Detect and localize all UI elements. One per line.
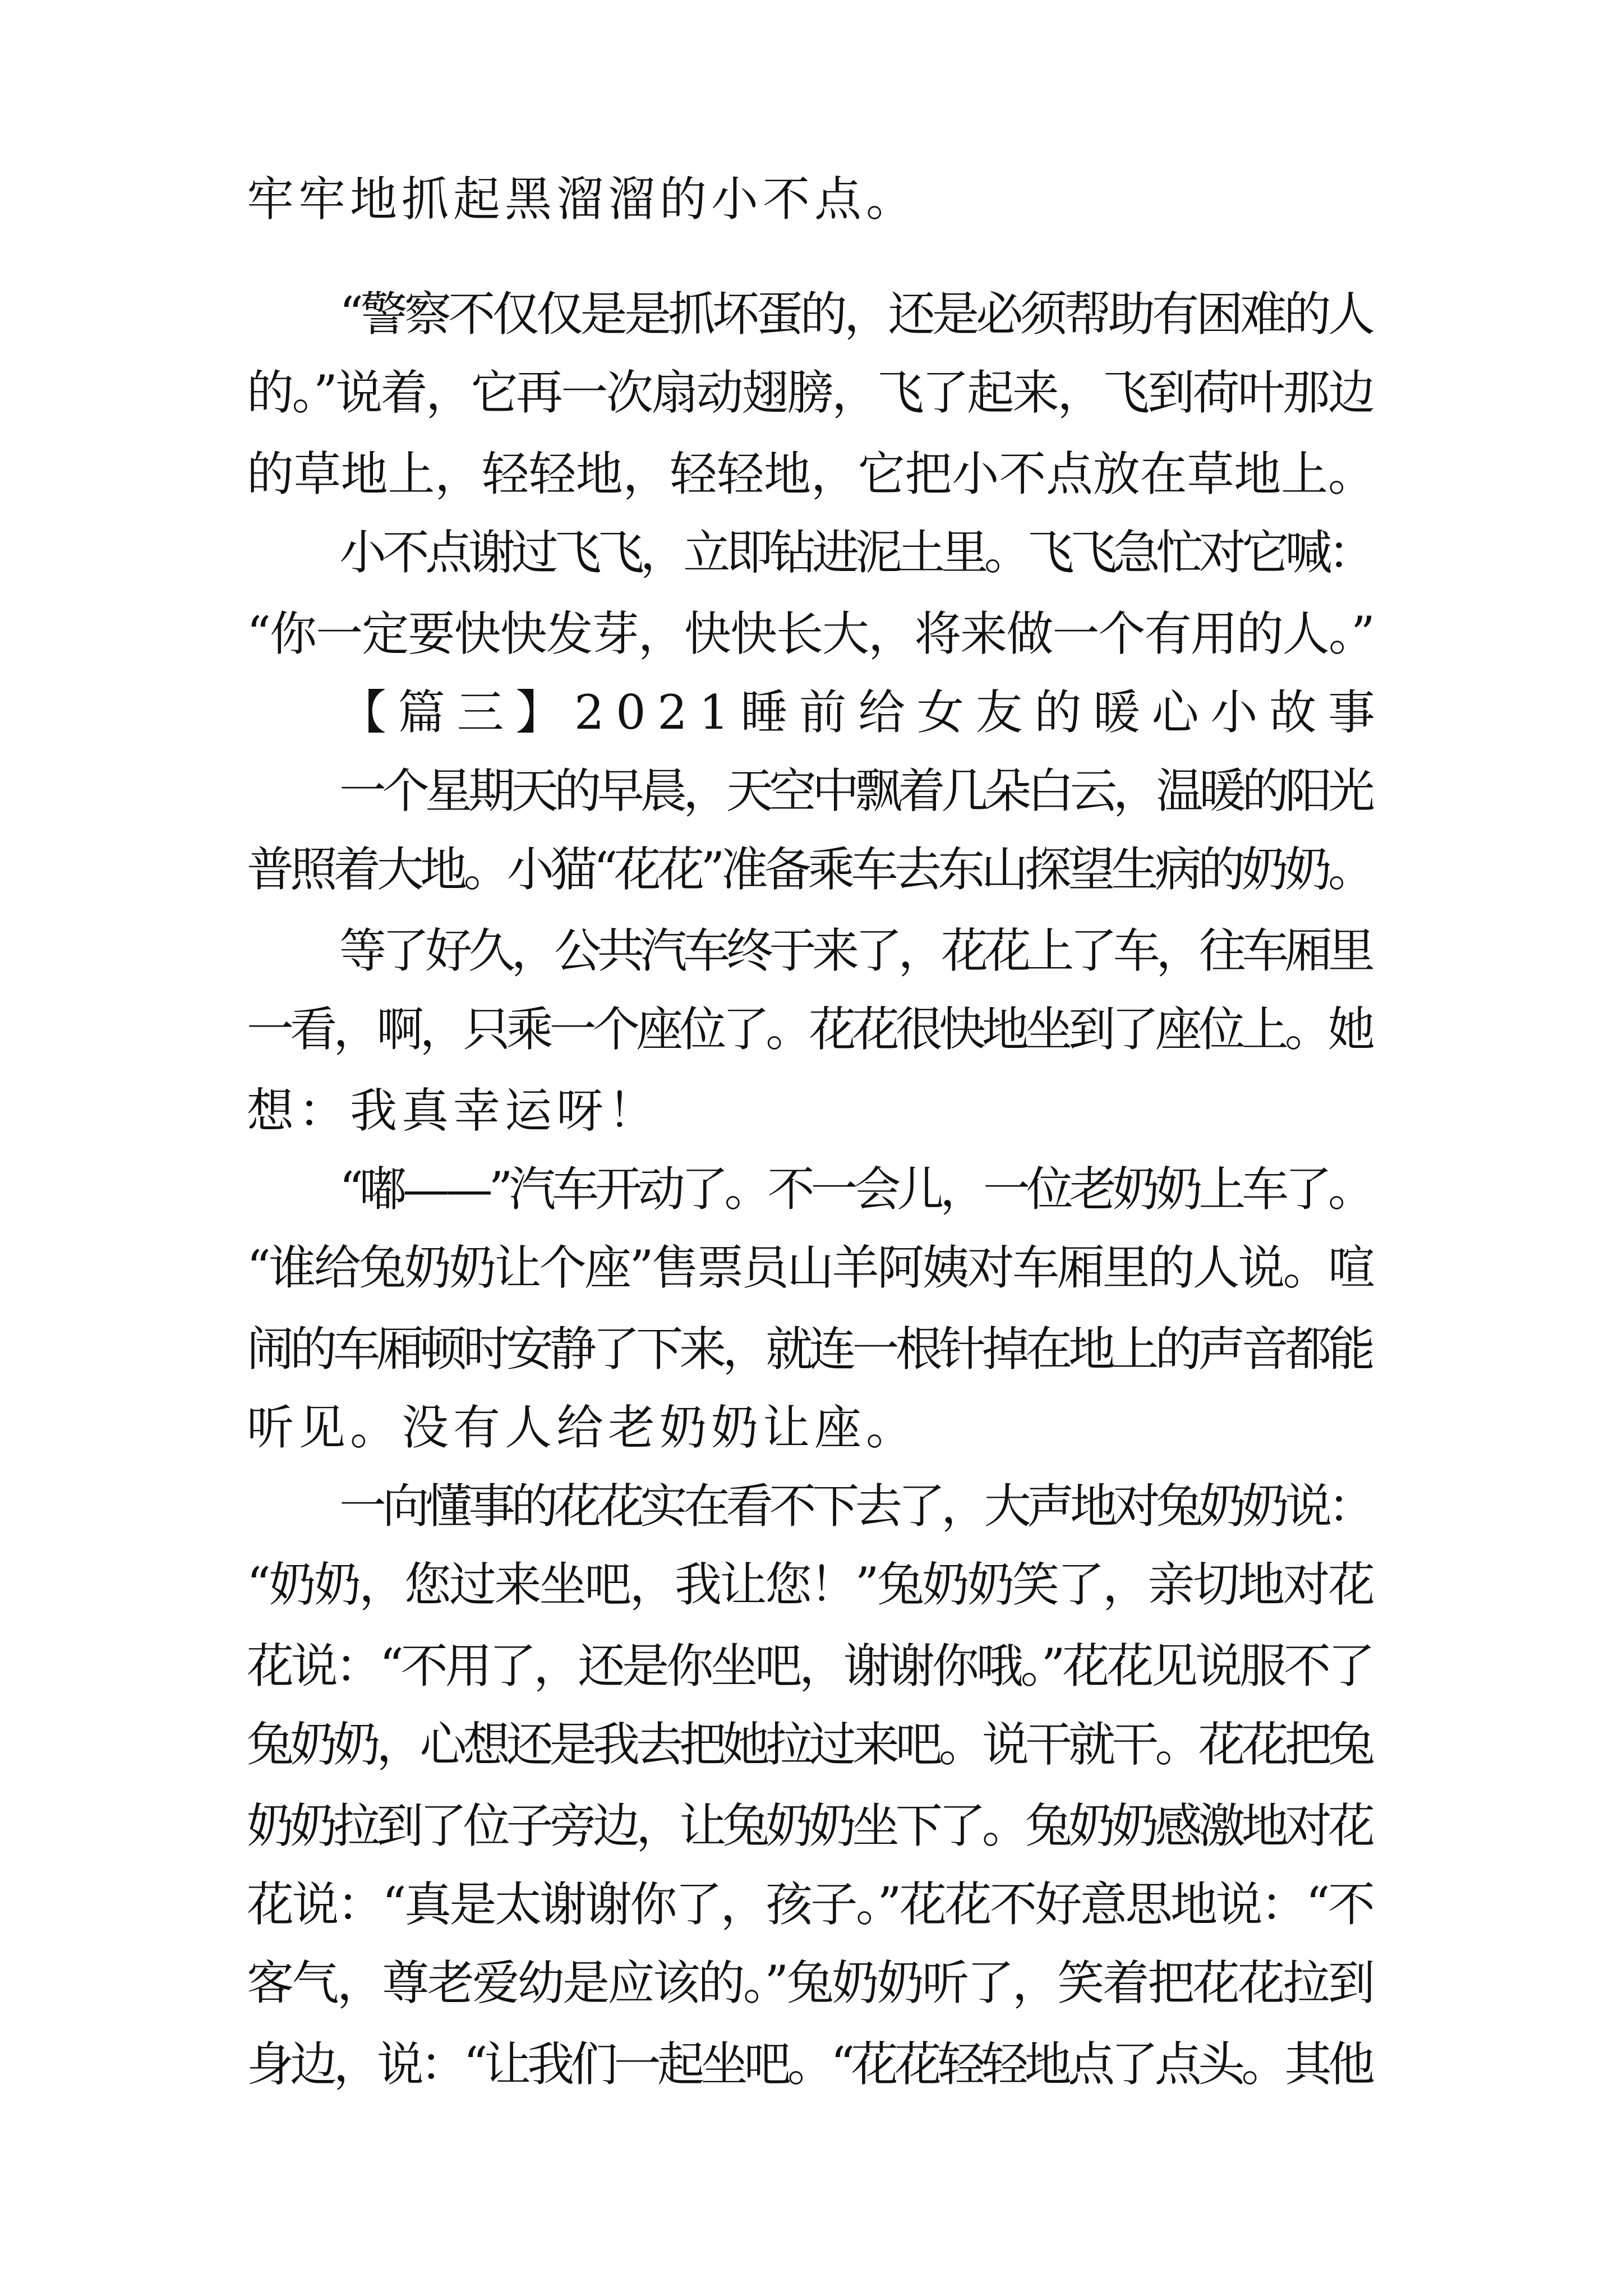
body-line: 普照着大地。小猫“花花”准备乘车去东山探望生病的奶奶。: [247, 842, 1372, 897]
body-line: 想：我真幸运呀！: [247, 1083, 660, 1138]
section-heading: 【篇三】2021睡前给女友的暖心小故事: [339, 685, 1387, 740]
body-line: 身边，说：“让我们一起坐吧。“花花轻轻地点了点头。其他: [247, 2037, 1372, 2092]
body-line: 客气，尊老爱幼是应该的。”兔奶奶听了，笑着把花花拉到: [247, 1955, 1373, 2010]
body-line: “嘟——”汽车开动了。不一会儿，一位老奶奶上车了。: [339, 1162, 1371, 1217]
body-line: 一看，啊，只乘一个座位了。花花很快地坐到了座位上。她: [247, 1002, 1372, 1057]
body-line: 兔奶奶，心想还是我去把她拉过来吧。说干就干。花花把兔: [247, 1717, 1372, 1772]
body-line: 小不点谢过飞飞，立即钻进泥土里。飞飞急忙对它喊：: [339, 525, 1371, 580]
body-line: “警察不仅仅是是抓坏蛋的，还是必须帮助有困难的人: [339, 287, 1372, 342]
body-line: “奶奶，您过来坐吧，我让您！”兔奶奶笑了，亲切地对花: [247, 1557, 1373, 1612]
body-line: 花说：“不用了，还是你坐吧，谢谢你哦。”花花见说服不了: [247, 1639, 1372, 1694]
body-line: 闹的车厢顿时安静了下来，就连一根针掉在地上的声音都能: [247, 1322, 1372, 1377]
body-line: 牢牢地抓起黑溜溜的小不点。: [247, 172, 918, 227]
body-line: 奶奶拉到了位子旁边，让兔奶奶坐下了。兔奶奶感激地对花: [247, 1798, 1372, 1853]
body-line: 听见。没有人给老奶奶让座。: [247, 1400, 918, 1455]
body-line: 花说：“真是太谢谢你了，孩子。”花花不好意思地说：“不: [247, 1877, 1373, 1932]
body-line: “谁给兔奶奶让个座”售票员山羊阿姨对车厢里的人说。喧: [247, 1240, 1373, 1295]
body-line: 一向懂事的花花实在看不下去了，大声地对兔奶奶说：: [339, 1479, 1371, 1534]
body-line: 的草地上，轻轻地，轻轻地，它把小不点放在草地上。: [247, 447, 1375, 501]
body-line: 的。”说着，它再一次扇动翅膀，飞了起来，飞到荷叶那边: [247, 365, 1373, 420]
body-line: “你一定要快快发芽，快快长大，将来做一个有用的人。”: [247, 606, 1375, 661]
body-line: 等了好久，公共汽车终于来了，花花上了车，往车厢里: [339, 923, 1371, 978]
body-line: 一个星期天的早晨，天空中飘着几朵白云，温暖的阳光: [339, 763, 1371, 818]
